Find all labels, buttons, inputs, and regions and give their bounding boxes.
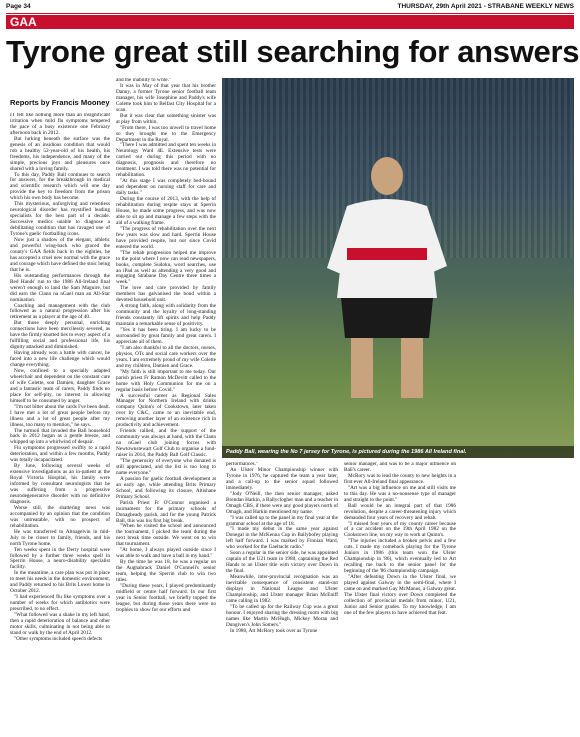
article-paragraph: During the course of 2013, with the help of rehabilitation during respite stays at Sperrin House, he made some progress, and was now able to sit up and manage a few steps with the aid of a walking frame. (116, 196, 216, 226)
article-headline: Tyrone great still searching for answers (6, 34, 580, 69)
article-paragraph: Flu symptoms progressed swiftly to a rapid deterioration, and within a few months, Paddy was totally incapacitated. (10, 445, 110, 464)
article-paragraph: "I missed four years of my county career because of a car accident on the 19th April 1982 on the Cookstown line, on my way to work at Quinn's. (344, 520, 456, 539)
article-paragraph: He was transferred to Altnagelvin in mid-July to be closer to family, friends, and his north Tyrone home. (10, 528, 110, 547)
article-paragraph: "There I was admitted and spent ten weeks in Neurology Ward 4E. Extensive tests were carried out during this period with no diagnosis, prognosis and therefore no treatment. I was told there was no potential for rehabilitation. (116, 142, 216, 179)
article-column-5 (462, 462, 574, 732)
section-label: GAA (10, 15, 37, 29)
article-paragraph: Having already won a battle with cancer, he faced into a new life challenge which would change everything. (10, 350, 110, 369)
article-paragraph: "The progress of rehabilitation over the next few years was slow and hard. Sperrin House have provided respite, but not since Covid entered the world. (116, 225, 216, 250)
article-paragraph: "At this stage I was completely bed-bound and dependent on nursing staff for care and daily tasks." (116, 178, 216, 197)
article-paragraph: Soon a regular in the senior side, he was appointed captain of the U21 team in 1980, captaining the Red Hands to an Ulster title with victory over Down in the final. (226, 550, 338, 575)
article-paragraph: In 1980, Art McRory took over as Tyrone (230, 627, 318, 634)
article-paragraph: But those deeply personal, enriching connections have been mercilessly severed, as have the firmly knotted ties to every aspect of a fulfilling social and professional life, his dignity attacked and diminished. (10, 320, 110, 351)
player-silhouette (317, 148, 457, 408)
article-paragraph: "When he visited the school and announced the tournament, I picked the team during the next break time outside. We went on to win that tournament. (116, 523, 216, 548)
section-banner (6, 15, 574, 29)
article-paragraph: To this day, Paddy Ball continues to search for answers, for the breakthrough in medical and scientific research which will one day provide the key to freedom from the prison which his own body has become. (10, 171, 110, 202)
article-paragraph: "I made my debut in the same year against Donegal in the McKenna Cup in Ballybofey playing left half forward. I was marked by Finnian Ward, who worked for the Gaeltacht radio." (226, 526, 338, 551)
article-paragraph: In the meantime, a care plan was put in place to meet his needs in the domestic environment, and Paddy returned to his Brits Lower home in October 2012. (10, 570, 110, 595)
article-paragraph: IT felt like nothing more than an insignificant irritation when mild flu symptoms tempered the pace of a busy existence one February afternoon back in 2012. (10, 113, 110, 136)
article-paragraph: "Other symptoms included speech defects (14, 635, 103, 642)
article-paragraph: Now, confined to a specially adapted wheelchair and dependent on the constant care of wife Colette, son Damien, daughter Grace and a fantastic team of carers, Paddy finds no place for self-pity, no interest in allowing himself to be consumed by anger. (10, 367, 110, 404)
article-column-3 (226, 462, 338, 732)
article-column-2 (116, 78, 216, 732)
article-column-1 (10, 113, 110, 732)
article-paragraph: "Jody O'Neill, the then senior manager, asked Brendan Harkin, a Ballyclogher man and a teacher in Omagh CBS, if there were any good players north of Omagh, and Harkin mentioned my name. (226, 490, 338, 515)
article-paragraph: The turmoil that invaded the Ball household back in 2012 began as a gentle breeze, and whipped up into a whirlwind of despair. (10, 427, 110, 446)
article-column-4 (344, 462, 456, 732)
article-paragraph: "After defeating Down in the Ulster final, we played against Galway in the semi-final, where I came on and marked Gay McManus, a Galway great. The Ulster final victory over Down completed the collection of provincial medals from minor, U21, Junior and Senior grades. To my knowledge, I am one of the few players to have achieved that feat. (344, 574, 456, 616)
article-paragraph: McRory was to lead the county to new heights in a first ever All-Ireland final appearance. (344, 472, 456, 485)
article-paragraph: His outstanding performances through the Red Hands' run to the 1986 All-Ireland final weren't enough to land the Sam Maguire, but did earn the Clann na nGael man an All-Star nomination. (10, 272, 110, 303)
article-paragraph: A strong faith, along with solidarity from the community and the loyalty of long-standing friends constantly lift spirits and help Paddy maintain a remarkable sense of positivity. (116, 303, 216, 328)
article-paragraph: "At home, I always played outside since I was able to walk and have a ball in my hand." (116, 547, 216, 560)
article-paragraph: By June, following several weeks of extensive investigations as an in-patient at the Royal Victoria Hospital, his family were informed by consultant neurologists that he was suffering from a progressive neurodegenerative disorder with no definitive diagnosis. (10, 463, 110, 505)
article-paragraph: A passion for gaelic football development at an early age, while attending Brits Primary School, and following its closure, Altishane Primary School. (116, 475, 216, 500)
article-paragraph: But it was clear that something sinister was at play from within. (116, 112, 216, 125)
article-paragraph: The love and care provided by family members has galvanised the bond within a devoted household unit. (116, 285, 216, 304)
photo-caption: Paddy Ball, wearing the No 7 jersey for Tyrone, is pictured during the 1986 All Ireland final. (222, 446, 574, 458)
article-paragraph: A successful career as Regional Sales Manager for Northern Ireland with drinks company Quinn's of Cookstown, later taken over by C&C, came to an inevitable end, removing another layer of an existence rich in productivity and achievement. (116, 392, 216, 429)
article-paragraph: Coaching and management with the club followed as a natural progression after his retirement as a player at the age of 40. (10, 302, 110, 321)
article-paragraph: "Yes it has been tiring. I am lucky to be surrounded by great family and great carers. I appreciate all of them. (116, 327, 216, 345)
article-paragraph: "The injuries included a broken pelvis and a few cuts. I made my comeback playing for the Tyrone Juniors in 1986 (this team won the Ulster Championship in '86), which eventually led to Art recalling me back to the senior panel for the beginning of the '86 championship campaign. (344, 538, 456, 575)
article-paragraph: Worse still, the shattering news was accompanied by an opinion that the condition was untreatable, with no prospect of rehabilitation. (10, 504, 110, 529)
issue-date-line: THURSDAY, 29th April 2021 - STRABANE WEEKLY NEWS (397, 3, 574, 10)
article-paragraph: Ten weeks spent in the Derry hospital were followed by a further three weeks spell in Sperrin House, a neuro-disability specialist facility. (10, 546, 110, 571)
article-paragraph: "I am also thankful to all the doctors, nurses, physios, OTs and social care workers over the years. I am extremely proud of my wife Colette and my children, Damien and Grace. (116, 344, 216, 369)
article-paragraph: It was in May of that year that his brother Danny, a former Tyrone senior football team manager, his wife Josephine and Paddy's wife Colette took him to Belfast City Hospital for a scan. (116, 82, 216, 113)
article-byline: Reports by Francis Mooney (10, 98, 110, 107)
article-paragraph: This mysterious, unforgiving and relentless neurological disorder has mystified leading specialists for the best part of a decade. Successive medics unable to diagnose a debilitating condition that has ravaged one of Tyrone's gaelic footballing icons. (10, 201, 110, 238)
header-rule (6, 13, 574, 14)
article-paragraph: An Ulster Minor Championship winner with Tyrone in 1976, he captured the team a year later, and a call-up to the senior squad followed immediately. (226, 466, 338, 491)
article-paragraph: "To be called up for the Railway Cup was a great honour. I enjoyed sharing the dressing room with big names like Martin McHugh, Mickey Moran and Dungiven's John Somers." (226, 603, 338, 628)
article-paragraph: "Art was a big influence on me and still visits me to this day. He was a no-nonsense type of manager and straight to the point." (344, 484, 456, 503)
article-paragraph: Meanwhile, inter-provincial recognation was an inevitable consequence of consistent stand-out displays in National League and Ulster Championship, and Ulster manager Brian McEniff came calling in 1982. (226, 574, 338, 604)
article-paragraph: "The rehab progression helped me improve to the point where I now can read newspapers, books, complete Sudoku, word searches, use an iPad as well as attending a very good and engaging Strabane Day Centre three times a week." (116, 249, 216, 286)
article-paragraph: senior manager, and was to be a major influence on Ball's career. (344, 462, 456, 473)
article-paragraph: Friends rallied, and the support of the community was always at hand, with the Clann na nGael club joining forces with Newtownstewart Golf Club to organise a fund-raiser in 2014, the Paddy Ball Golf Classic. (116, 428, 216, 459)
article-paragraph: "I had experienced flu like symptoms over a number of weeks for which antibiotics were prescribed, to no effect. (10, 594, 110, 613)
article-photo (222, 78, 574, 458)
article-paragraph: "My faith is still important to me today. Our parish priest Fr Ramon McDevitt called to the home with Holy Communion for me on a regular basis before Covid." (116, 368, 216, 393)
article-paragraph: "The generosity of everyone who donated is still appreciated, and the list is too long to name everyone." (116, 458, 216, 476)
page-number: Page 34 (6, 3, 31, 10)
article-paragraph: "I was called up to the panel in my final year at the grammar school at the age of 18. (226, 514, 338, 527)
article-paragraph: "I'm not bitter about the cards I've been dealt. I have met a lot of great people before my illness and a lot of great people after my illness, too many to mention," he says. (10, 403, 110, 428)
article-paragraph: But lurking beneath the surface was the genesis of an insidious condition that would rob a healthy 52-year-old of his health, his freedoms, his independence, and many of the simple, precious joys and pleasures once shared with a loving family. (10, 135, 110, 172)
article-paragraph: "From there, I was too unwell to travel home so they brought me to the Emergency Department in the Royal. (116, 124, 216, 143)
article-paragraph: Now just a shadow of the elegant, athletic and powerful wing-back who graced the county's GAA fields back in the eighties, he has accepted a cruel new normal with the grace and courage which have defined the stoic being that he is. (10, 237, 110, 273)
article-paragraph: Parish Priest Fr O'Connor organised a tournament for the primary schools of Donagheady parish, and for the young Patrick Ball, this was his first big break. (116, 499, 216, 524)
page-header (6, 3, 574, 13)
article-paragraph: By the time he was 18, he was a regular on the Aughabrack Daniel O'Connell's senior team, helping the Sperrin club to win two titles. (116, 559, 216, 584)
article-paragraph: and the inability to write." (116, 78, 172, 83)
article-paragraph: Ball would be an integral part of that 1986 revolution, despite a career-threatening injury which demanded four years of recovery and rehab. (344, 502, 456, 521)
article-paragraph: performances." (226, 462, 259, 467)
article-paragraph: "During these years, I played predominantly midfield or centre half forward. In our first year in Senior football, we briefly topped the league, but during those years there were no trophies to show for our efforts and (116, 583, 216, 613)
article-paragraph: "What followed was a shake in my left hand, then a rapid deterioration of balance and other motor skills, culminating in not being able to stand or walk by the end of April 2012. (10, 612, 110, 636)
